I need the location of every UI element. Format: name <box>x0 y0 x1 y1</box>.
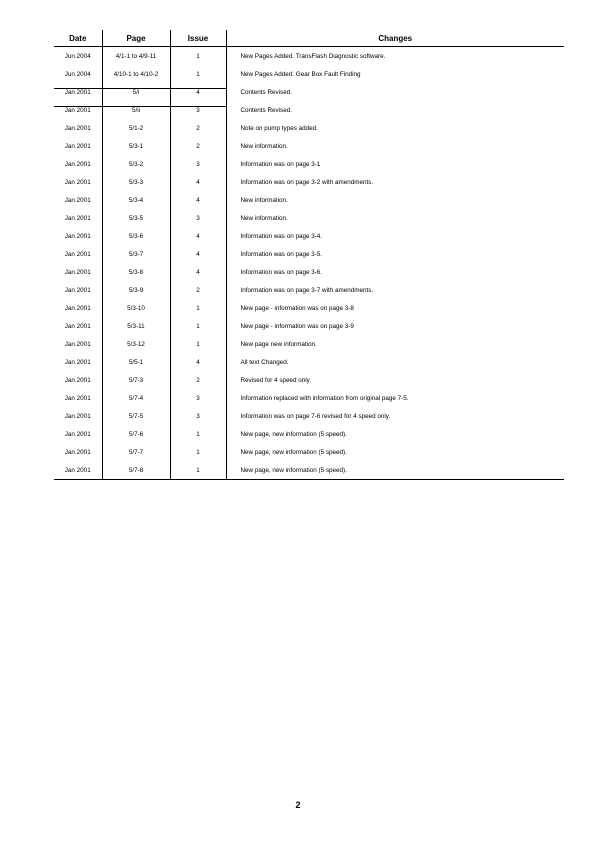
header-changes: Changes <box>226 30 564 47</box>
row-divider-line <box>54 106 226 107</box>
table-row <box>54 299 564 317</box>
table-row <box>54 101 564 119</box>
row-page-cell: 5/7-8 <box>102 461 170 480</box>
row-date-cell: Jan 2001 <box>64 322 91 330</box>
row-page-cell: 5/3-8 <box>102 263 170 281</box>
table-row <box>54 65 564 83</box>
row-page-cell: 5/7-6 <box>102 425 170 443</box>
row-changes-cell: New page, new information (5 speed). <box>226 425 564 443</box>
row-issue-cell: 1 <box>196 70 200 78</box>
row-issue-cell: 1 <box>170 461 226 480</box>
row-page-cell: 5/3-1 <box>102 137 170 155</box>
row-page-cell: 5/7-4 <box>102 389 170 407</box>
row-issue-cell: 3 <box>196 106 200 114</box>
page-number: 2 <box>295 800 301 810</box>
row-changes-cell: Revised for 4 speed only. <box>226 371 564 389</box>
row-changes-cell: Information replaced with information from original page 7-5. <box>226 389 564 407</box>
row-issue-cell: 4 <box>196 232 200 240</box>
header-issue: Issue <box>170 30 226 47</box>
row-changes-cell: New information. <box>226 191 564 209</box>
row-issue-cell: 4 <box>196 250 200 258</box>
row-page-cell: 5/7-3 <box>102 371 170 389</box>
table-row <box>54 245 564 263</box>
row-date-cell: Jan 2001 <box>64 106 91 114</box>
row-changes-cell: Information was on page 3-2 with amendments. <box>226 173 564 191</box>
row-issue-cell: 1 <box>196 52 200 60</box>
row-changes-cell: New information. <box>226 209 564 227</box>
row-changes-cell: Contents Revised. <box>226 83 564 101</box>
header-page: Page <box>102 30 170 47</box>
row-page-cell: 5/1-2 <box>102 119 170 137</box>
row-page-cell: 5/i <box>102 83 170 101</box>
row-changes-cell: New page - information was on page 3-9 <box>226 317 564 335</box>
row-page-cell: 4/1-1 to 4/9-11 <box>102 47 170 66</box>
table-row <box>54 119 564 137</box>
row-date-cell: Jan 2001 <box>64 268 91 276</box>
row-issue-cell: 2 <box>196 124 200 132</box>
table-row <box>54 173 564 191</box>
row-changes-cell: New page - information was on page 3-8 <box>226 299 564 317</box>
row-changes-cell: Information was on page 3-5. <box>226 245 564 263</box>
row-date-cell: Jan 2001 <box>64 340 91 348</box>
row-date-cell: Jan 2001 <box>64 412 91 420</box>
row-page-cell: 5/3-2 <box>102 155 170 173</box>
row-issue-cell: 3 <box>196 412 200 420</box>
row-issue-cell: 4 <box>196 178 200 186</box>
row-issue-cell: 4 <box>196 196 200 204</box>
row-issue-cell: 3 <box>196 214 200 222</box>
table-row <box>54 209 564 227</box>
row-issue-cell: 1 <box>196 340 200 348</box>
row-page-cell: 5/3-5 <box>102 209 170 227</box>
row-page-cell: 5/7-5 <box>102 407 170 425</box>
table-row <box>54 137 564 155</box>
row-page-cell: 5/5-1 <box>102 353 170 371</box>
table-row <box>54 335 564 353</box>
row-page-cell: 5/3-12 <box>102 335 170 353</box>
row-issue-cell: 3 <box>196 160 200 168</box>
row-changes-cell: Information was on page 3-6. <box>226 263 564 281</box>
table-row <box>54 281 564 299</box>
table-row <box>54 389 564 407</box>
row-changes-cell: New page, new information (5 speed). <box>226 461 564 480</box>
row-page-cell: 5/3-11 <box>102 317 170 335</box>
table-row <box>54 461 564 480</box>
row-issue-cell: 1 <box>196 448 200 456</box>
row-page-cell: 4/10-1 to 4/10-2 <box>102 65 170 83</box>
row-issue-cell: 2 <box>196 376 200 384</box>
row-date-cell: Jan 2001 <box>64 232 91 240</box>
table-row <box>54 371 564 389</box>
row-date-cell: Jan 2001 <box>64 448 91 456</box>
row-changes-cell: New Pages Added. Gear Box Fault Finding <box>226 65 564 83</box>
table-row <box>54 353 564 371</box>
row-date-cell: Jun 2004 <box>64 70 91 78</box>
row-date-cell: Jan 2001 <box>64 358 91 366</box>
table-row <box>54 47 564 66</box>
table-row <box>54 191 564 209</box>
table-row <box>54 263 564 281</box>
row-page-cell: 5/3-10 <box>102 299 170 317</box>
row-issue-cell: 1 <box>196 430 200 438</box>
row-date-cell: Jan 2001 <box>64 376 91 384</box>
row-date-cell: Jan 2001 <box>64 394 91 402</box>
row-page-cell: 5/3-9 <box>102 281 170 299</box>
row-page-cell: 5/3-3 <box>102 173 170 191</box>
row-changes-cell: Information was on page 7-6 revised for 4 speed only. <box>226 407 564 425</box>
table-row <box>54 443 564 461</box>
row-page-cell: 5/7-7 <box>102 443 170 461</box>
row-date-cell: Jun 2004 <box>64 52 91 60</box>
table-row <box>54 317 564 335</box>
table-row <box>54 407 564 425</box>
row-changes-cell: Information was on page 3-7 with amendments. <box>226 281 564 299</box>
header-date: Date <box>54 30 102 47</box>
row-page-cell: 5/3-6 <box>102 227 170 245</box>
row-changes-cell: New page, new information (5 speed). <box>226 443 564 461</box>
row-changes-cell: New Pages Added. TransFlash Diagnostic software. <box>226 47 564 66</box>
row-changes-cell: New page new information. <box>226 335 564 353</box>
table-row <box>54 83 564 101</box>
row-date-cell: Jan 2001 <box>64 196 91 204</box>
row-issue-cell: 4 <box>196 88 200 96</box>
table-body <box>54 47 564 480</box>
row-issue-cell: 1 <box>196 304 200 312</box>
row-date-cell: Jan 2001 <box>64 286 91 294</box>
row-changes-cell: Note on pump types added. <box>226 119 564 137</box>
row-issue-cell: 3 <box>196 394 200 402</box>
row-date-cell: Jan 2001 <box>64 430 91 438</box>
row-changes-cell: Information was on page 3-4. <box>226 227 564 245</box>
row-changes-cell: Contents Revised. <box>226 101 564 119</box>
row-divider-line <box>54 88 226 89</box>
row-changes-cell: Information was on page 3-1 <box>226 155 564 173</box>
row-date-cell: Jan 2001 <box>64 178 91 186</box>
row-issue-cell: 4 <box>196 358 200 366</box>
row-date-cell: Jan 2001 <box>64 160 91 168</box>
row-date-cell: Jan 2001 <box>64 88 91 96</box>
row-page-cell: 5/ii <box>102 101 170 119</box>
row-date-cell: Jan 2001 <box>54 461 102 480</box>
row-page-cell: 5/3-7 <box>102 245 170 263</box>
table-row <box>54 155 564 173</box>
row-changes-cell: All text Changed. <box>226 353 564 371</box>
row-issue-cell: 2 <box>196 142 200 150</box>
row-changes-cell: New information. <box>226 137 564 155</box>
row-issue-cell: 1 <box>196 322 200 330</box>
row-date-cell: Jan 2001 <box>64 304 91 312</box>
row-issue-cell: 2 <box>196 286 200 294</box>
table-header-row <box>54 30 564 47</box>
row-date-cell: Jan 2001 <box>64 124 91 132</box>
row-date-cell: Jan 2001 <box>64 142 91 150</box>
row-issue-cell: 4 <box>196 268 200 276</box>
row-page-cell: 5/3-4 <box>102 191 170 209</box>
row-date-cell: Jan 2001 <box>64 214 91 222</box>
row-date-cell: Jan 2001 <box>64 250 91 258</box>
table-row <box>54 425 564 443</box>
table-row <box>54 227 564 245</box>
amendment-table <box>54 30 564 480</box>
